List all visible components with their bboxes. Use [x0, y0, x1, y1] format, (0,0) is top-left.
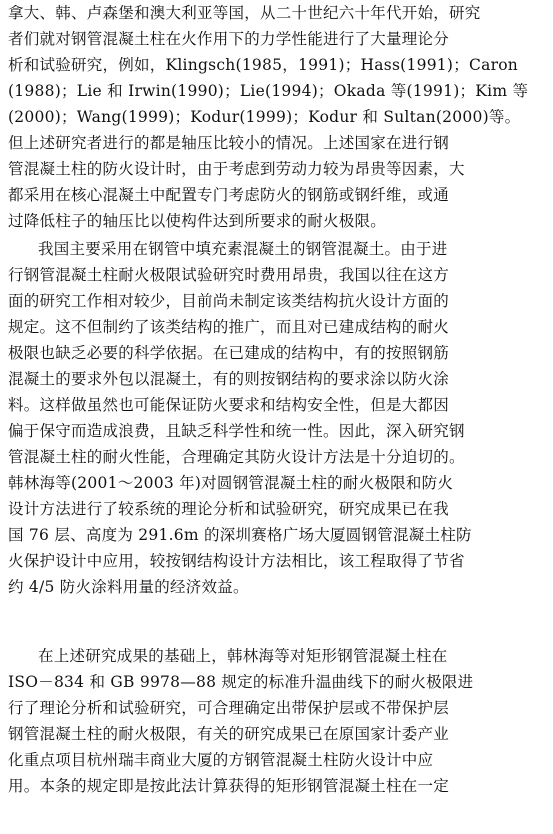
- text-line: 都采用在核心混凝土中配置专门考虑防火的钢筋或钢纤维，或通: [8, 186, 450, 204]
- text-line: 行了理论分析和试验研究，可合理确定出带保护层或不带保护层: [8, 699, 450, 717]
- text-line: 管混凝土柱的耐火性能，合理确定其防火设计方法是十分迫切的。: [8, 448, 465, 466]
- text-line: 但上述研究者进行的都是轴压比较小的情况。上述国家在进行钢: [8, 134, 450, 152]
- text-line: 管混凝土柱的防火设计时，由于考虑到劳动力较为昂贵等因素，大: [8, 160, 465, 178]
- text-line: (1988)；Lie 和 Irwin(1990)；Lie(1994)；Okada 等(1991)；Kim 等: [8, 82, 529, 100]
- text-line: 我国主要采用在钢管中填充素混凝土的钢管混凝土。由于进: [38, 240, 448, 258]
- text-line: 设计方法进行了较系统的理论分析和试验研究，研究成果已在我: [8, 500, 450, 518]
- text-line: ISO－834 和 GB 9978—88 规定的标准升温曲线下的耐火极限进: [8, 673, 474, 691]
- text-line: 化重点项目杭州瑞丰商业大厦的方钢管混凝土柱防火设计中应: [8, 751, 434, 769]
- text-line: 偏于保守而造成浪费，且缺乏科学性和统一性。因此，深入研究钢: [8, 422, 465, 440]
- text-line: 在上述研究成果的基础上，韩林海等对矩形钢管混凝土柱在: [38, 647, 448, 665]
- text-line: 国 76 层、高度为 291.6m 的深圳赛格广场大厦圆钢管混凝土柱防: [8, 526, 472, 544]
- text-line: 极限也缺乏必要的科学依据。在已建成的结构中，有的按照钢筋: [8, 344, 450, 362]
- text-line: 析和试验研究，例如，Klingsch(1985，1991)；Hass(1991)；Caron: [8, 56, 519, 74]
- text-line: 钢管混凝土柱的耐火极限，有关的研究成果已在原国家计委产业: [8, 725, 450, 743]
- text-line: 者们就对钢管混凝土柱在火作用下的力学性能进行了大量理论分: [8, 30, 450, 48]
- text-line: 行钢管混凝土柱耐火极限试验研究时费用昂贵，我国以往在这方: [8, 266, 450, 284]
- text-line: 规定。这不但制约了该类结构的推广，而且对已建成结构的耐火: [8, 318, 450, 336]
- text-line: (2000)；Wang(1999)；Kodur(1999)；Kodur 和 Sultan(2000)等。: [8, 108, 521, 126]
- text-line: 料。这样做虽然也可能保证防火要求和结构安全性，但是大都因: [8, 396, 450, 414]
- text-line: 用。本条的规定即是按此法计算获得的矩形钢管混凝土柱在一定: [8, 777, 450, 795]
- text-line: 混凝土的要求外包以混凝土，有的则按钢结构的要求涂以防火涂: [8, 370, 450, 388]
- text-line: 面的研究工作相对较少，目前尚未制定该类结构抗火设计方面的: [8, 292, 450, 310]
- text-line: 过降低柱子的轴压比以使构件达到所要求的耐火极限。: [8, 212, 387, 230]
- text-line: 火保护设计中应用，较按钢结构设计方法相比，该工程取得了节省: [8, 552, 465, 570]
- text-line: 韩林海等(2001～2003 年)对圆钢管混凝土柱的耐火极限和防火: [8, 474, 454, 492]
- text-line: 拿大、韩、卢森堡和澳大利亚等国，从二十世纪六十年代开始，研究: [8, 4, 481, 22]
- text-line: 约 4/5 防火涂料用量的经济效益。: [8, 578, 249, 596]
